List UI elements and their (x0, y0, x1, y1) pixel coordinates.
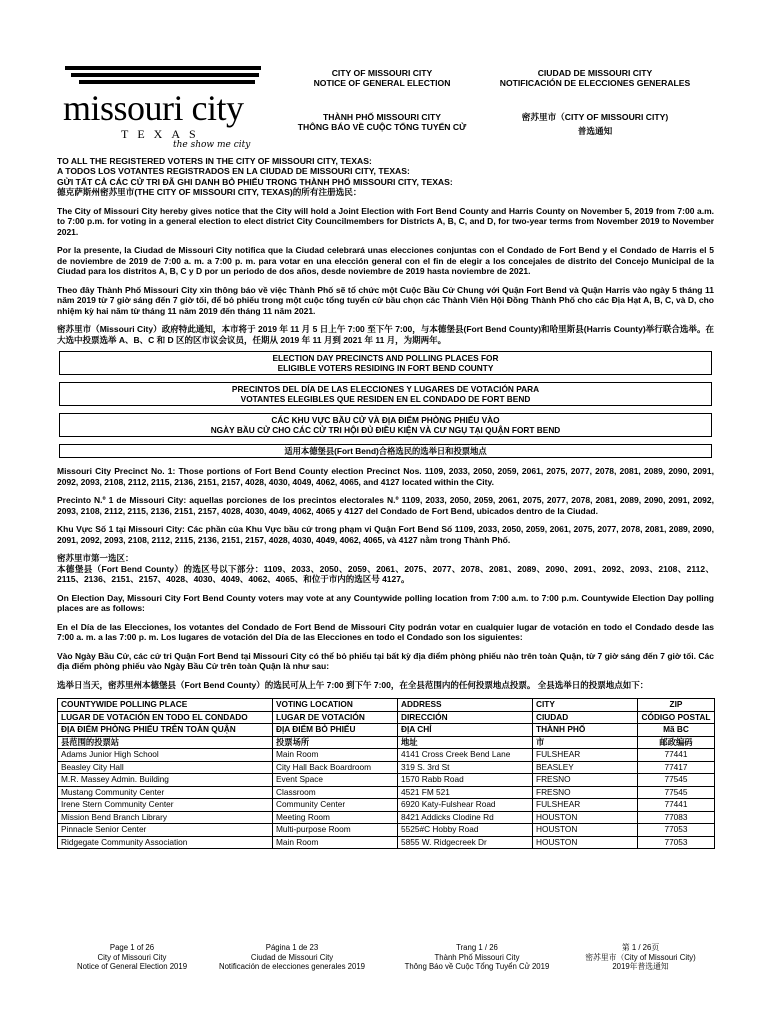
table-cell: HOUSTON (533, 824, 638, 837)
header-cell: CITY (533, 699, 638, 712)
table-cell: HOUSTON (533, 811, 638, 824)
election-day-zh: 选举日当天，密苏里州本德堡县（Fort Bend County）的选民可从上午 7:00 到下午 7:00，在全县范围内的任何投票地点投票。 全县选举日的投票地点如下： (57, 679, 649, 690)
notice-vi: Theo đây Thành Phố Missouri City xin thông báo về việc Thành Phố sẽ tổ chức một Cuộc Bầu Cử Chung với Quận Fort Bend và Quận Harris vào ngày 5 tháng 11 năm 2019 từ 7 giờ sáng đến 7 giờ tối, để bỏ phiếu trong một cuộc tổng tuyển cử bầu chọn các Thành Viên Hội Đồng Thành Phố cho các Địa Hạt A, B, C, và D, cho nhiệm kỳ hai năm từ tháng 11 năm 2019 đến tháng 11 năm 2021. (57, 284, 714, 316)
table-cell: 77083 (638, 811, 715, 824)
table-cell: 6920 Katy-Fulshear Road (398, 799, 533, 812)
footer-zh: 第 1 / 26页 密苏里市（City of Missouri City) 2019年普选通知 (585, 943, 696, 972)
header-cell: CIUDAD (533, 711, 638, 724)
table-cell: Mission Bend Branch Library (58, 811, 273, 824)
header-cell: 投票场所 (273, 736, 398, 749)
table-cell: Classroom (273, 786, 398, 799)
table-cell: Event Space (273, 774, 398, 787)
salutation: TO ALL THE REGISTERED VOTERS IN THE CITY OF MISSOURI CITY, TEXAS: A TODOS LOS VOTANTES REGISTRADOS EN LA CIUDAD DE MISSOURI CITY, TEXAS: GỬI TẤT CẢ CÁC CỬ TRI ĐÃ GHI DANH BỎ PHIẾU TRONG THÀNH PHỐ MISSOURI CITY, TEXAS: 德克萨斯州密苏里市(THE CITY OF MISSOURI CITY, TEXAS)的所有注册选民： (57, 156, 453, 198)
header-es: CIUDAD DE MISSOURI CITY NOTIFICACIÓN DE ELECCIONES GENERALES (499, 68, 691, 88)
table-cell: 77545 (638, 774, 715, 787)
notice-page (57, 60, 714, 849)
section-headings (57, 351, 714, 458)
table-cell: BEASLEY (533, 761, 638, 774)
table-cell: Main Room (273, 749, 398, 762)
header-cell: LUGAR DE VOTACIÓN EN TODO EL CONDADO (58, 711, 273, 724)
section-heading-1: PRECINTOS DEL DÍA DE LAS ELECCIONES Y LUGARES DE VOTACIÓN PARA VOTANTES ELEGIBLES QUE RESIDEN EN EL CONDADO DE FORT BEND (59, 382, 712, 406)
table-header-row (58, 724, 715, 737)
table-cell: 77417 (638, 761, 715, 774)
polling-places-table (57, 698, 715, 849)
table-cell: FRESNO (533, 786, 638, 799)
table-row (58, 761, 715, 774)
header-cell: VOTING LOCATION (273, 699, 398, 712)
header-cell: ZIP (638, 699, 715, 712)
precinct-zh: 密苏里市第一选区： 本德堡县（Fort Bend County）的选区号以下部分：1109、2033、2050、2059、2061、2075、2077、2078、2081、2089、2090、2091、2092、2093、2108、2112、2115、2136、2151、2157、4028、4030、4049、4062、4065、和位于市内的选区号 4127。 (57, 553, 714, 585)
footer-vi: Trang 1 / 26 Thành Phố Missouri City Thông Báo về Cuộc Tổng Tuyển Cử 2019 (404, 943, 550, 972)
table-cell: Ridgegate Community Association (58, 836, 273, 849)
table-header-row (58, 699, 715, 712)
table-cell: 77053 (638, 836, 715, 849)
table-cell: 4521 FM 521 (398, 786, 533, 799)
header-cell: ĐỊA ĐIỂM BỎ PHIẾU (273, 724, 398, 737)
election-day-vi: Vào Ngày Bầu Cử, các cử tri Quận Fort Bend tại Missouri City có thể bỏ phiếu tại bất kỳ địa điểm phòng phiếu nào trên toàn Quận, từ 7 giờ sáng đến 7 giờ tối. Các địa điểm phòng phiếu vào Ngày Bầu Cử trên toàn Quận là như sau: (57, 650, 714, 672)
table-cell: Beasley City Hall (58, 761, 273, 774)
table-cell: FRESNO (533, 774, 638, 787)
header-cell: DIRECCIÓN (398, 711, 533, 724)
table-cell: 77441 (638, 799, 715, 812)
header-cell: THÀNH PHỐ (533, 724, 638, 737)
footer-en: Page 1 of 26 City of Missouri City Notice of General Election 2019 (76, 943, 188, 972)
page-footer (57, 943, 714, 983)
precinct-vi: Khu Vực Số 1 tại Missouri City: Các phần của Khu Vực bầu cử trong phạm vi Quận Fort Bend Số 1109, 2033, 2050, 2059, 2061, 2075, 2077, 2078, 2081, 2089, 2090, 2091, 2092, 2093, 2108, 2112, 2115, 2136, 2151, 2157, 4028, 4030, 4049, 4062, 4065, và 4127 nằm trong Thành Phố. (57, 524, 714, 545)
notice-zh: 密苏里市（Missouri City）政府特此通知，本市将于 2019 年 11 月 5 日上午 7:00 至下午 7:00，与本德堡县(Fort Bend County)和哈里斯县(Harris County)举行联合选举。在大选中投票选举 A、B、C 和 D 区的区市议会议员，任期从 2019 年 11 月到 2021 年 11 月，为期两年。 (57, 324, 714, 345)
table-row (58, 824, 715, 837)
notice-en: The City of Missouri City hereby gives notice that the City will hold a Joint Election with Fort Bend County and Harris County on November 5, 2019 from 7:00 a.m. to 7:00 p.m. for voting in a general election to elect district City Councilmembers for Districts A, B, C, and D, for two-year terms from November 2019 to November 2021. (57, 205, 714, 237)
section-heading-0: ELECTION DAY PRECINCTS AND POLLING PLACES FOR ELIGIBLE VOTERS RESIDING IN FORT BEND COUNTY (59, 351, 712, 375)
header-cell: ADDRESS (398, 699, 533, 712)
election-day-es: En el Día de las Elecciones, los votantes del Condado de Fort Bend de Missouri City podrán votar en cualquier lugar de votación en todo el Condado desde las 7:00 a. m. a las 7:00 p. m. Los lugares de votación del Día de las Elecciones en todo el Condado son los siguientes: (57, 621, 714, 643)
table-cell: 4141 Cross Creek Bend Lane (398, 749, 533, 762)
table-header-row (58, 711, 715, 724)
header-vi: THÀNH PHỐ MISSOURI CITY THÔNG BÁO VỀ CUỘC TỔNG TUYỂN CỬ (297, 112, 467, 132)
table-cell: 77545 (638, 786, 715, 799)
table-cell: Mustang Community Center (58, 786, 273, 799)
header-cell: 县范围的投票站 (58, 736, 273, 749)
table-header-row (58, 736, 715, 749)
header-cell: 市 (533, 736, 638, 749)
header (57, 60, 714, 152)
header-cell: ĐỊA CHỈ (398, 724, 533, 737)
header-cell: 地址 (398, 736, 533, 749)
section-heading-3: 适用本德堡县(Fort Bend)合格选民的选举日和投票地点 (59, 444, 712, 458)
table-cell: City Hall Back Boardroom (273, 761, 398, 774)
logo-texas: TEXAS (121, 127, 205, 141)
table-cell: 1570 Rabb Road (398, 774, 533, 787)
table-row (58, 749, 715, 762)
precinct-en: Missouri City Precinct No. 1: Those portions of Fort Bend County election Precinct Nos. 1109, 2033, 2050, 2059, 2061, 2075, 2077, 2078, 2081, 2089, 2090, 2091, 2092, 2093, 2108, 2112, 2115, 2136, 2151, 2157, 4028, 4030, 4049, 4062, 4065, and 4127 located within the City. (57, 466, 714, 487)
table-cell: Community Center (273, 799, 398, 812)
table-cell: 77441 (638, 749, 715, 762)
table-cell: 319 S. 3rd St (398, 761, 533, 774)
header-cell: 邮政编码 (638, 736, 715, 749)
table-cell: Adams Junior High School (58, 749, 273, 762)
table-cell: HOUSTON (533, 836, 638, 849)
header-cell: LUGAR DE VOTACIÓN (273, 711, 398, 724)
precinct-es: Precinto N.º 1 de Missouri City: aquellas porciones de los precintos electorales N.º 1109, 2033, 2050, 2059, 2061, 2075, 2077, 2078, 2081, 2089, 2090, 2091, 2092, 2093, 2108, 2112, 2115, 2136, 2151, 2157, 4028, 4030, 4049, 4062, 4065 y 4127 del Condado de Fort Bend, ubicados dentro de la Ciudad. (57, 495, 714, 516)
table-cell: 8421 Addicks Clodine Rd (398, 811, 533, 824)
header-cell: COUNTYWIDE POLLING PLACE (58, 699, 273, 712)
footer-es: Página 1 de 23 Ciudad de Missouri City Notificación de elecciones generales 2019 (218, 943, 366, 972)
table-cell: Main Room (273, 836, 398, 849)
header-en: CITY OF MISSOURI CITY NOTICE OF GENERAL ELECTION (313, 68, 451, 88)
table-row (58, 836, 715, 849)
election-day-en: On Election Day, Missouri City Fort Bend County voters may vote at any Countywide polling location from 7:00 a.m. to 7:00 p.m. Countywide Election Day polling places are as follows: (57, 592, 714, 614)
table-cell: FULSHEAR (533, 749, 638, 762)
header-zh: 密苏里市（CITY OF MISSOURI CITY) 普选通知 (521, 112, 669, 136)
table-row (58, 811, 715, 824)
notice-es: Por la presente, la Ciudad de Missouri City notifica que la Ciudad celebrará unas elecciones conjuntas con el Condado de Fort Bend y el Condado de Harris el 5 de noviembre de 2019 de 7:00 a. m. a 7:00 p. m. para votar en una elección general con el fin de elegir a los concejales de distrito del Concejo Municipal de la Ciudad para los distritos A, B, C y D por un periodo de dos años, desde noviembre de 2019 hasta noviembre de 2021. (57, 245, 714, 277)
table-cell: Meeting Room (273, 811, 398, 824)
table-cell: M.R. Massey Admin. Building (58, 774, 273, 787)
table-cell: Multi-purpose Room (273, 824, 398, 837)
city-logo (63, 64, 271, 150)
table-row (58, 774, 715, 787)
logo-tagline: the show me city (173, 140, 251, 150)
header-cell: CÓDIGO POSTAL (638, 711, 715, 724)
header-cell: Mã BC (638, 724, 715, 737)
section-heading-2: CÁC KHU VỰC BẦU CỬ VÀ ĐỊA ĐIỂM PHÒNG PHIẾU VÀO NGÀY BẦU CỬ CHO CÁC CỬ TRI HỘI ĐỦ ĐIỀU KIỆN VÀ CƯ NGỤ TẠI QUẬN FORT BEND (59, 413, 712, 437)
table-row (58, 786, 715, 799)
table-cell: 5525#C Hobby Road (398, 824, 533, 837)
table-cell: Irene Stern Community Center (58, 799, 273, 812)
table-cell: Pinnacle Senior Center (58, 824, 273, 837)
table-cell: 77053 (638, 824, 715, 837)
table-row (58, 799, 715, 812)
logo-wordmark: missouri city (63, 88, 244, 128)
table-cell: FULSHEAR (533, 799, 638, 812)
table-cell: 5855 W. Ridgecreek Dr (398, 836, 533, 849)
header-cell: ĐỊA ĐIỂM PHÒNG PHIẾU TRÊN TOÀN QUẬN (58, 724, 273, 737)
